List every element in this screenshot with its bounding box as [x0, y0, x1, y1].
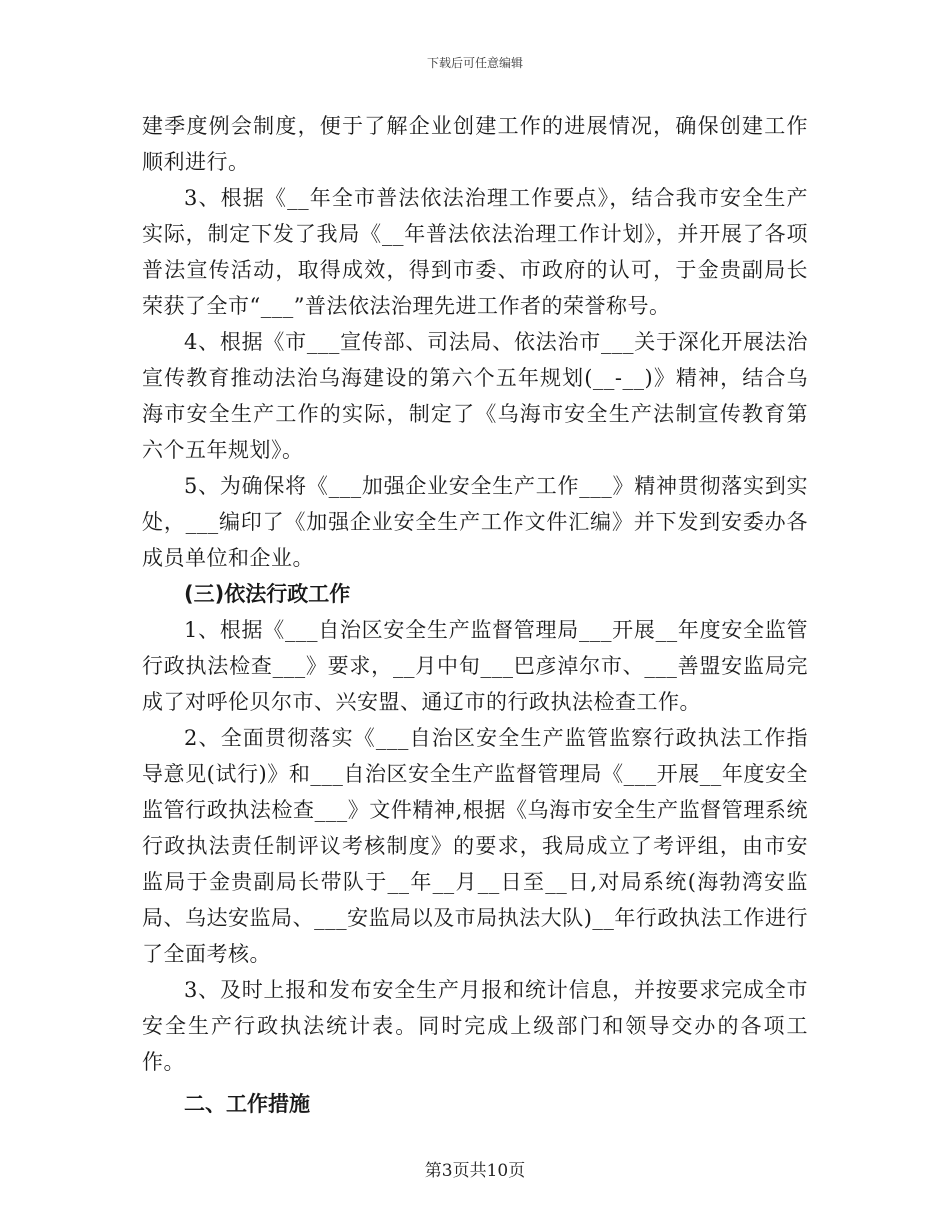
paragraph-item-5: 5、为确保将《___加强企业安全生产工作___》精神贯彻落实到实处，___编印了《加强企业安全生产工作文件汇编》并下发到安委办各成员单位和企业。 — [142, 474, 808, 570]
section-heading-measures: 二、工作措施 — [184, 1092, 310, 1116]
paragraph-item-3: 3、根据《__年全市普法依法治理工作要点》，结合我市安全生产实际，制定下发了我局《__年普法依法治理工作计划》，并开展了各项普法宣传活动，取得成效，得到市委、市政府的认可，于金贵副局长荣获了全市“___”普法依法治理先进工作者的荣誉称号。 — [142, 186, 808, 318]
document-body — [142, 108, 808, 1128]
paragraph-admin-2: 2、全面贯彻落实《___自治区安全生产监管监察行政执法工作指导意见(试行)》和___自治区安全生产监督管理局《___开展__年度安全监管行政执法检查___》文件精神,根据《乌海市安全生产监督管理系统行政执法责任制评议考核制度》的要求，我局成立了考评组，由市安监局于金贵副局长带队于__年__月__日至__日,对局系统(海勃湾安监局、乌达安监局、___安监局以及市局执法大队)__年行政执法工作进行了全面考核。 — [142, 726, 808, 966]
paragraph-item-4: 4、根据《市___宣传部、司法局、依法治市___关于深化开展法治宣传教育推动法治乌海建设的第六个五年规划(__-__)》精神，结合乌海市安全生产工作的实际，制定了《乌海市安全生产法制宣传教育第六个五年规划》。 — [142, 330, 808, 462]
section-heading-administration: (三)依法行政工作 — [184, 582, 351, 606]
paragraph-continued: 建季度例会制度，便于了解企业创建工作的进展情况，确保创建工作顺利进行。 — [142, 114, 808, 174]
page-header: 下载后可任意编辑 — [426, 56, 523, 70]
paragraph-admin-1: 1、根据《___自治区安全生产监督管理局___开展__年度安全监管行政执法检查___》要求，__月中旬___巴彦淖尔市、___善盟安监局完成了对呼伦贝尔市、兴安盟、通辽市的行政执法检查工作。 — [142, 618, 808, 714]
page-number: 第3页共10页 — [424, 1161, 526, 1181]
paragraph-admin-3: 3、及时上报和发布安全生产月报和统计信息，并按要求完成全市安全生产行政执法统计表。同时完成上级部门和领导交办的各项工作。 — [142, 978, 808, 1074]
